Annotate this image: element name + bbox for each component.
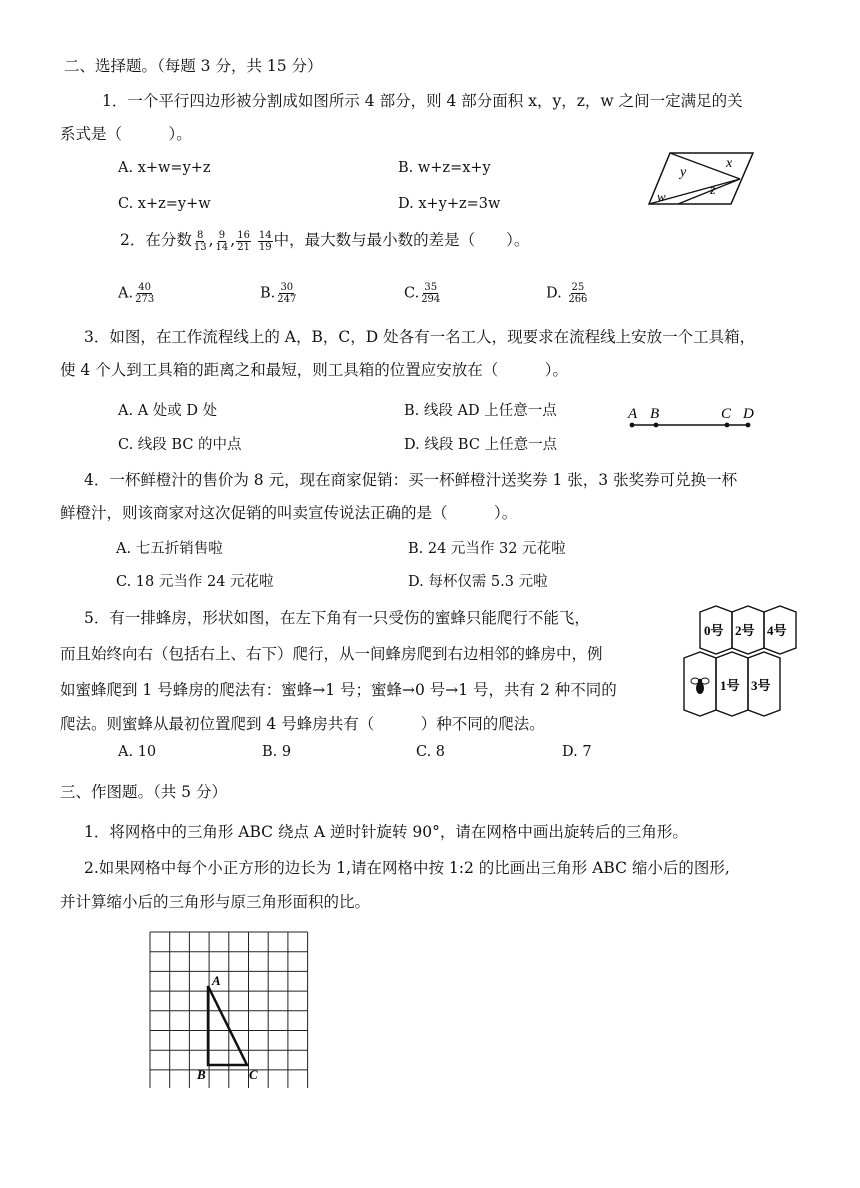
figure-label-x: x <box>726 156 733 171</box>
q5-line1: 5．有一排蜂房，形状如图，在左下角有一只受伤的蜜蜂只能爬行不能飞， <box>84 609 590 627</box>
section2-heading: 二、选择题。（每题 3 分，共 15 分） <box>64 57 323 75</box>
section3-p2-line2: 并计算缩小后的三角形与原三角形面积的比。 <box>60 893 371 911</box>
bee-icon <box>691 678 709 694</box>
parallelogram-figure <box>648 148 758 208</box>
fraction-2: $\frac{9}{14}$ <box>215 229 229 253</box>
q2-prefix: 2．在分数 <box>120 231 192 249</box>
q3-option-b: B. 线段 AD 上任意一点 <box>404 403 557 419</box>
q5-option-b: B. 9 <box>262 744 292 760</box>
q5-line4: 爬法。则蜜蜂从最初位置爬到 4 号蜂房共有（ ）种不同的爬法。 <box>60 715 545 733</box>
honeycomb-figure <box>680 602 800 720</box>
q5-option-d: D. 7 <box>562 744 592 760</box>
workflow-line-figure <box>624 403 760 433</box>
fraction-3: $\frac{16}{21}$ <box>237 229 250 253</box>
point-c-label: C <box>721 406 732 422</box>
q5-line2: 而且始终向右（包括右上、右下）爬行，从一间蜂房爬到右边相邻的蜂房中，例 <box>60 645 603 663</box>
q5-option-c: C. 8 <box>416 744 446 760</box>
q2-suffix: 中，最大数与最小数的差是（ ）。 <box>273 231 530 249</box>
q1-option-c: C. x+z=y+w <box>118 196 211 212</box>
cell-label-3: 3号 <box>751 678 771 693</box>
point-d-label: D <box>743 406 754 422</box>
q2-option-b: B. $\frac{30}{247}$ <box>260 282 297 305</box>
cell-label-1: 1号 <box>720 678 740 693</box>
q1-option-a: A. x+w=y+z <box>118 160 211 176</box>
q4-option-b: B. 24 元当作 32 元花啦 <box>408 541 566 557</box>
q3-line1: 3．如图，在工作流程线上的 A，B，C，D 处各有一名工人，现要求在流程线上安放一个工具箱， <box>84 328 756 346</box>
q2-option-a: A. $\frac{40}{273}$ <box>118 282 155 305</box>
q4-option-c: C. 18 元当作 24 元花啦 <box>116 574 274 590</box>
q3-option-c: C. 线段 BC 的中点 <box>118 437 242 453</box>
q3-option-d: D. 线段 BC 上任意一点 <box>404 437 558 453</box>
triangle-abc <box>208 986 247 1065</box>
q1-line2: 系式是（ ）。 <box>60 125 192 143</box>
grid-label-a: A <box>212 973 221 988</box>
grid-label-b: B <box>197 1067 206 1082</box>
cell-label-4: 4号 <box>767 623 787 638</box>
cell-label-0: 0号 <box>704 623 724 638</box>
point-a-label: A <box>628 406 638 422</box>
q3-option-a: A. A 处或 D 处 <box>118 403 218 419</box>
q5-line3: 如蜜蜂爬到 1 号蜂房的爬法有：蜜蜂→1 号；蜜蜂→0 号→1 号，共有 2 种不同的 <box>60 681 617 699</box>
q1-option-b: B. w+z=x+y <box>398 160 491 176</box>
q4-line1: 4．一杯鲜橙汁的售价为 8 元，现在商家促销：买一杯鲜橙汁送奖券 1 张，3 张奖券可兑换一杯 <box>84 471 738 489</box>
section3-p1: 1．将网格中的三角形 ABC 绕点 A 逆时针旋转 90°，请在网格中画出旋转后的三角形。 <box>84 823 688 841</box>
fraction-4: $\frac{14}{19}$ <box>258 229 272 253</box>
q5-option-a: A. 10 <box>118 744 157 760</box>
q2-option-c: C. $\frac{35}{294}$ <box>404 282 441 305</box>
q4-line2: 鲜橙汁，则该商家对这次促销的叫卖宣传说法正确的是（ ）。 <box>60 504 518 522</box>
cell-label-2: 2号 <box>735 623 755 638</box>
fraction-1: $\frac{8}{13}$ <box>193 229 207 253</box>
figure-label-y: y <box>680 165 687 180</box>
q2-line: 2．在分数 $\frac{8}{13}$ , $\frac{9}{14}$ , $\frac{16}{21}$ $\frac{14}{19}$ 中，最大数与最小数的差是（ ）。 <box>120 229 530 253</box>
q2-option-d: D. $\frac{25}{266}$ <box>546 282 588 305</box>
q4-option-a: A. 七五折销售啦 <box>116 541 223 557</box>
section3-p2-line1: 2.如果网格中每个小正方形的边长为 1,请在网格中按 1:2 的比画出三角形 ABC 缩小后的图形, <box>84 859 730 877</box>
point-b-label: B <box>650 406 660 422</box>
section3-heading: 三、作图题。（共 5 分） <box>60 783 227 801</box>
figure-label-z: z <box>710 183 716 198</box>
figure-label-w: w <box>657 189 666 204</box>
grid-label-c: C <box>249 1067 258 1082</box>
drawing-grid[interactable] <box>146 928 312 1088</box>
q1-line1: 1．一个平行四边形被分割成如图所示 4 部分，则 4 部分面积 x，y，z，w 之间一定满足的关 <box>102 92 743 110</box>
q4-option-d: D. 每杯仅需 5.3 元啦 <box>408 574 548 590</box>
q3-line2: 使 4 个人到工具箱的距离之和最短，则工具箱的位置应安放在（ ）。 <box>60 361 568 379</box>
q1-option-d: D. x+y+z=3w <box>398 196 501 212</box>
